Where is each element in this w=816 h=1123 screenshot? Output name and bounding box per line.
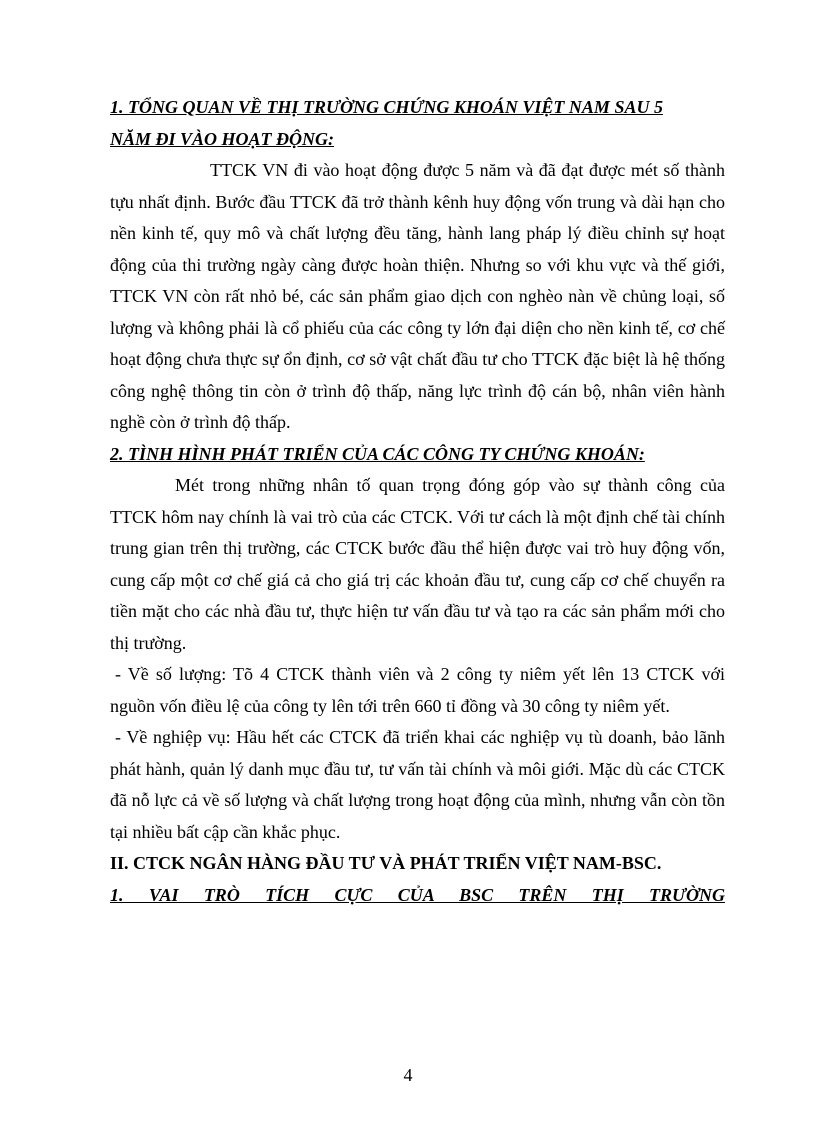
part-2-heading: II. CTCK NGÂN HÀNG ĐẦU TƯ VÀ PHÁT TRIỂN VIỆT NAM-BSC. [110, 853, 662, 873]
section-1-heading-line-2: NĂM ĐI VÀO HOẠT ĐỘNG: [110, 128, 335, 149]
section-1-heading [110, 92, 725, 155]
section-2-paragraph: Mét trong những nhân tố quan trọng đóng góp vào sự thành công của TTCK hôm nay chính là vai trò của các CTCK. Với tư cách là một định chế tài chính trung gian trên thị trường, các CTCK bước đầu thể hiện được vai trò huy động vốn, cung cấp một cơ chế giá cả cho giá trị các khoản đầu tư, cung cấp cơ chế chuyển ra tiền mặt cho các nhà đầu tư, thực hiện tư vấn đầu tư và tạo ra các sản phẩm mới cho thị trường. [110, 475, 725, 653]
section-2-heading: 2. TÌNH HÌNH PHÁT TRIỂN CỦA CÁC CÔNG TY CHỨNG KHOÁN: [110, 443, 645, 464]
section-1-heading-line-1: 1. TỔNG QUAN VỀ THỊ TRƯỜNG CHỨNG KHOÁN VIỆT NAM SAU 5 [110, 97, 663, 117]
section-1-paragraph: TTCK VN đi vào hoạt động được 5 năm và đã đạt được mét số thành tựu nhất định. Bước đầu TTCK đã trở thành kênh huy động vốn trung và dài hạn cho nền kinh tế, quy mô và chất lượng đều tăng, hành lang pháp lý điều chỉnh sự hoạt động của thi trường ngày càng được hoàn thiện. Nhưng so với khu vực và thế giới, TTCK VN còn rất nhỏ bé, các sản phẩm giao dịch con nghèo nàn về chủng loại, số lượng và không phải là cổ phiếu của các công ty lớn đại diện cho nền kinh tế, cơ chế hoạt động chưa thực sự ổn định, cơ sở vật chất đầu tư cho TTCK đặc biệt là hệ thống công nghệ thông tin còn ở trình độ thấp, năng lực trình độ cán bộ, nhân viên hành nghề còn ở trình độ thấp. [110, 160, 725, 432]
bullet-quantity: - Về số lượng: Tõ 4 CTCK thành viên và 2 công ty niêm yết lên 13 CTCK với nguồn vốn điều lệ của công ty lên tới trên 660 tỉ đồng và 30 công ty niêm yết. [110, 664, 725, 716]
document-page [110, 92, 725, 911]
bullet-operations: - Về nghiệp vụ: Hầu hết các CTCK đã triển khai các nghiệp vụ tù doanh, bảo lãnh phát hành, quản lý danh mục đầu tư, tư vấn tài chính và môi giới. Mặc dù các CTCK đã nỗ lực cả về số lượng và chất lượng trong hoạt động của mình, nhưng vẫn còn tồn tại nhiều bất cập cần khắc phục. [110, 727, 725, 842]
part-2-subheading: 1. VAI TRÒ TÍCH CỰC CỦA BSC TRÊN THỊ TRƯỜNG [110, 884, 725, 905]
page-number: 4 [403, 1065, 413, 1085]
